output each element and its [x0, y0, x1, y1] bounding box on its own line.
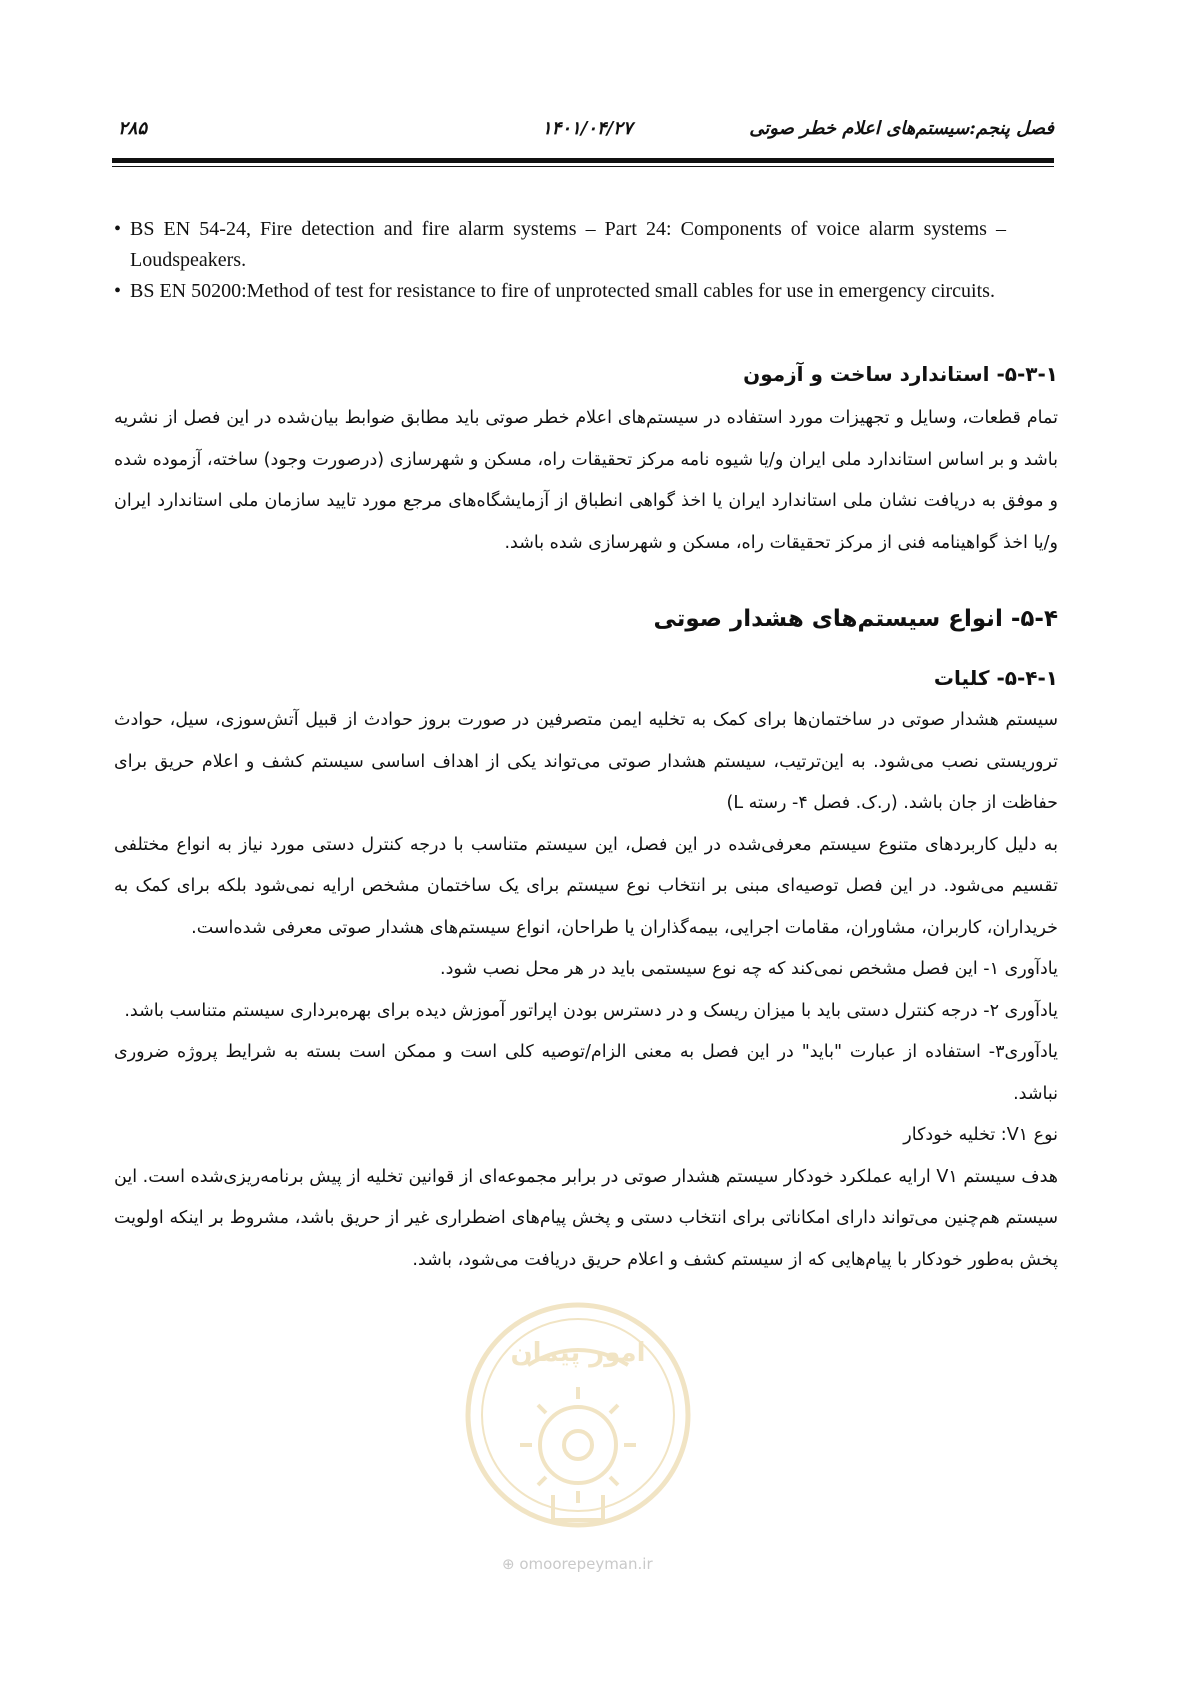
- chapter-title: فصل پنجم:سیستم‌های اعلام خطر صوتی: [749, 118, 1054, 139]
- reference-text: BS EN 54-24, Fire detection and fire alarm systems – Part 24: Components of voice alarm systems – Loudspeakers.: [130, 218, 1006, 271]
- note-3: یادآوری۳- استفاده از عبارت "باید" در این فصل به معنی الزام/توصیه کلی است و ممکن است بسته به شرایط پروژه ضروری نباشد.: [114, 1042, 1058, 1104]
- reference-list: [114, 214, 1006, 307]
- header-rule-thin: [112, 166, 1054, 167]
- watermark-logo-text: امور پیمان: [510, 1338, 646, 1368]
- page-number: ۲۸۵: [118, 118, 148, 139]
- watermark-logo: [458, 1295, 698, 1535]
- page-header: [112, 118, 1054, 148]
- watermark-site: [502, 1555, 653, 1573]
- section-heading-5-3-1: ۵-۳-۱- استاندارد ساخت و آزمون: [743, 362, 1058, 386]
- header-date: ۱۴۰۱/۰۴/۲۷: [542, 118, 633, 139]
- reference-item: [114, 276, 1006, 307]
- reference-text: BS EN 50200:Method of test for resistance to fire of unprotected small cables for use in emergency circuits.: [130, 280, 995, 302]
- type-v1-paragraph: هدف سیستم V۱ ارایه عملکرد خودکار سیستم هشدار صوتی در برابر مجموعه‌ای از قوانین تخلیه از پیش برنامه‌ریزی‌شده است. این سیستم هم‌چنین می‌تواند دارای امکاناتی برای انتخاب دستی و پخش پیام‌های اضطراری غیر از حریق باشد، مشروط بر اینکه اولویت پخش به‌طور خودکار با پیام‌هایی که از سیستم کشف و اعلام حریق دریافت می‌شود، باشد.: [114, 1166, 1058, 1270]
- reference-item: [114, 214, 1006, 276]
- page-body: [114, 362, 1058, 1281]
- bullet-icon: •: [114, 280, 122, 302]
- bullet-icon: •: [114, 218, 122, 240]
- header-rule-thick: [112, 158, 1054, 163]
- general-paragraph-2: به دلیل کاربردهای متنوع سیستم معرفی‌شده در این فصل، این سیستم متناسب با درجه کنترل دستی مورد نیاز به انواع مختلفی تقسیم می‌شود. در این فصل توصیه‌ای مبنی بر انتخاب نوع سیستم برای یک ساختمان مشخص ارایه نمی‌شود بلکه برای کمک به خریداران، کاربران، مشاوران، مقامات اجرایی، بیمه‌گذاران یا طراحان، انواع سیستم‌های هشدار صوتی معرفی شده‌است.: [114, 834, 1058, 938]
- section-heading-5-4: ۵-۴- انواع سیستم‌های هشدار صوتی: [653, 606, 1058, 632]
- general-paragraph-1: سیستم هشدار صوتی در ساختمان‌ها برای کمک به تخلیه ایمن متصرفین در صورت بروز حوادث از قبیل آتش‌سوزی، سیل، حوادث تروریستی نصب می‌شود. به این‌ترتیب، سیستم هشدار صوتی می‌تواند یکی از اهداف اساسی سیستم کشف و اعلام حریق برای حفاظت از جان باشد. (ر.ک. فصل ۴- رسته L): [114, 710, 1058, 813]
- section-heading-5-4-1: ۵-۴-۱- کلیات: [933, 666, 1058, 690]
- type-v1-label: نوع V۱: تخلیه خودکار: [903, 1125, 1058, 1145]
- watermark-globe-icon: ⊕: [502, 1555, 515, 1573]
- section-5-3-1-paragraph: تمام قطعات، وسایل و تجهیزات مورد استفاده در سیستم‌های اعلام خطر صوتی باید مطابق ضوابط بیان‌شده در این فصل از نشریه باشد و بر اساس استاندارد ملی ایران و/یا شیوه نامه مرکز تحقیقات راه، مسکن و شهرسازی (درصورت وجود) ساخته، آزموده شده و موفق به دریافت نشان ملی استاندارد ایران یا اخذ گواهی انطباق از آزمایشگاه‌های مرجع مورد تایید سازمان ملی استاندارد ایران و/یا اخذ گواهینامه فنی از مرکز تحقیقات راه، مسکن و شهرسازی شده باشد.: [114, 408, 1058, 553]
- note-2: یادآوری ۲- درجه کنترل دستی باید با میزان ریسک و در دسترس بودن اپراتور آموزش دیده برای بهره‌برداری سیستم متناسب باشد.: [124, 1000, 1058, 1021]
- note-1: یادآوری ۱- این فصل مشخص نمی‌کند که چه نوع سیستمی باید در هر محل نصب شود.: [440, 959, 1058, 979]
- watermark-site-text: omoorepeyman.ir: [519, 1555, 653, 1573]
